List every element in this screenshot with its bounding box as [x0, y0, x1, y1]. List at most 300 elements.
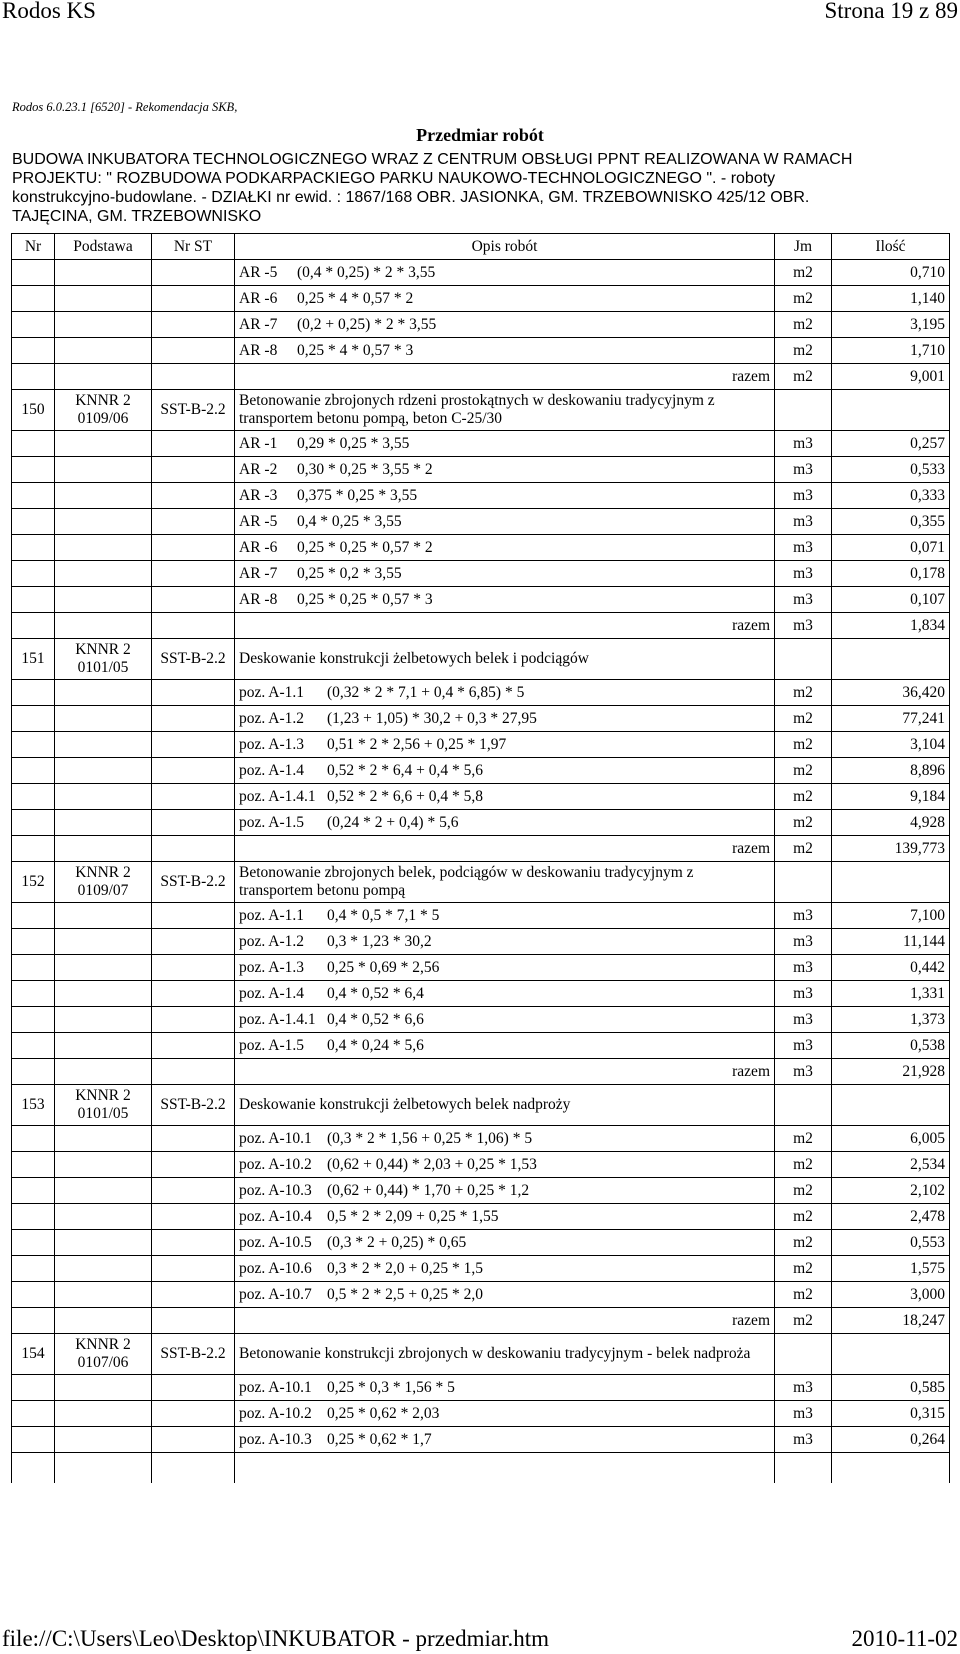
empty-cell — [152, 732, 235, 758]
quantity-cell: 77,241 — [832, 706, 950, 732]
empty-cell — [55, 535, 152, 561]
empty-cell — [55, 1033, 152, 1059]
quantity-cell: 0,355 — [832, 509, 950, 535]
unit-cell: m3 — [775, 431, 832, 457]
empty-cell — [152, 1453, 235, 1484]
measurement-cell — [235, 312, 775, 338]
basis-code: 0107/06 — [77, 1354, 129, 1371]
unit-cell: m3 — [775, 561, 832, 587]
empty-cell — [55, 680, 152, 706]
position-row — [12, 639, 950, 680]
position-number: 153 — [12, 1085, 55, 1126]
empty-cell — [55, 1059, 152, 1085]
quantity-cell: 1,710 — [832, 338, 950, 364]
subtotal-value: 1,834 — [832, 613, 950, 639]
measurement-cell — [235, 509, 775, 535]
unit-cell: m3 — [775, 981, 832, 1007]
empty-cell — [152, 955, 235, 981]
measurement-formula: 0,25 * 0,62 * 1,7 — [327, 1430, 432, 1448]
empty-cell — [55, 903, 152, 929]
empty-cell — [12, 613, 55, 639]
empty-cell — [12, 732, 55, 758]
measurement-label: poz. A-1.4.1 — [239, 1010, 316, 1028]
empty-cell — [12, 1059, 55, 1085]
col-header-podstawa: Podstawa — [55, 234, 152, 260]
empty-cell — [152, 286, 235, 312]
unit-cell: m2 — [775, 312, 832, 338]
unit-cell: m2 — [775, 784, 832, 810]
subtotal-label: razem — [235, 836, 775, 862]
empty-cell — [152, 1427, 235, 1453]
empty-cell — [152, 1126, 235, 1152]
empty-cell — [775, 639, 832, 680]
measurement-label: poz. A-10.3 — [239, 1430, 312, 1448]
empty-cell — [12, 587, 55, 613]
measurement-label: poz. A-1.1 — [239, 906, 305, 924]
unit-cell: m3 — [775, 457, 832, 483]
quantity-cell: 11,144 — [832, 929, 950, 955]
unit-cell: m3 — [775, 535, 832, 561]
empty-cell — [55, 929, 152, 955]
measurement-formula: (0,2 + 0,25) * 2 * 3,55 — [297, 315, 437, 333]
empty-cell — [55, 260, 152, 286]
empty-cell — [12, 981, 55, 1007]
measurement-cell — [235, 1230, 775, 1256]
measurement-label: poz. A-10.4 — [239, 1207, 312, 1225]
unit-cell: m2 — [775, 338, 832, 364]
empty-cell — [12, 1033, 55, 1059]
measurement-cell — [235, 706, 775, 732]
measurement-formula: 0,25 * 0,62 * 2,03 — [327, 1404, 440, 1422]
measurement-cell — [235, 260, 775, 286]
measurement-label: poz. A-10.2 — [239, 1404, 312, 1422]
continuation-row — [12, 1453, 950, 1484]
subtotal-row — [12, 613, 950, 639]
measurement-row — [12, 903, 950, 929]
measurement-label: poz. A-10.5 — [239, 1233, 312, 1251]
empty-cell — [55, 509, 152, 535]
empty-cell — [12, 758, 55, 784]
measurement-formula: 0,30 * 0,25 * 3,55 * 2 — [297, 460, 433, 478]
empty-cell — [832, 639, 950, 680]
document-title: Przedmiar robót — [416, 125, 544, 145]
empty-cell — [12, 1152, 55, 1178]
empty-cell — [152, 1282, 235, 1308]
project-description — [12, 150, 952, 226]
version-line: Rodos 6.0.23.1 [6520] - Rekomendacja SKB, — [12, 100, 238, 114]
empty-cell — [55, 1256, 152, 1282]
measurement-cell — [235, 1204, 775, 1230]
empty-cell — [55, 981, 152, 1007]
measurement-row — [12, 509, 950, 535]
quantity-cell: 0,442 — [832, 955, 950, 981]
measurement-formula: 0,25 * 0,2 * 3,55 — [297, 564, 402, 582]
quantity-cell: 0,264 — [832, 1427, 950, 1453]
position-spec: SST-B-2.2 — [152, 390, 235, 431]
measurement-row — [12, 561, 950, 587]
measurement-cell — [235, 1033, 775, 1059]
empty-cell — [55, 1126, 152, 1152]
measurement-formula: 0,5 * 2 * 2,09 + 0,25 * 1,55 — [327, 1207, 499, 1225]
position-basis — [55, 390, 152, 431]
empty-cell — [12, 1126, 55, 1152]
measurement-label: AR -7 — [239, 564, 278, 582]
measurement-row — [12, 587, 950, 613]
subtotal-label: razem — [235, 364, 775, 390]
empty-cell — [775, 1453, 832, 1484]
empty-cell — [12, 1282, 55, 1308]
empty-cell — [12, 1256, 55, 1282]
quantity-cell: 0,071 — [832, 535, 950, 561]
measurement-cell — [235, 1152, 775, 1178]
measurement-label: poz. A-10.2 — [239, 1155, 312, 1173]
empty-cell — [152, 903, 235, 929]
measurement-cell — [235, 784, 775, 810]
measurement-cell — [235, 483, 775, 509]
unit-cell: m2 — [775, 810, 832, 836]
measurement-cell — [235, 929, 775, 955]
empty-cell — [55, 561, 152, 587]
quantity-cell: 0,533 — [832, 457, 950, 483]
measurement-row — [12, 312, 950, 338]
position-description: Deskowanie konstrukcji żelbetowych belek i podciągów — [235, 639, 775, 680]
unit-cell: m2 — [775, 706, 832, 732]
unit-cell: m2 — [775, 364, 832, 390]
quantity-cell: 3,000 — [832, 1282, 950, 1308]
measurement-label: poz. A-10.1 — [239, 1378, 312, 1396]
unit-cell: m2 — [775, 680, 832, 706]
empty-cell — [152, 587, 235, 613]
measurement-cell — [235, 561, 775, 587]
basis-code: 0109/07 — [77, 882, 129, 899]
empty-cell — [12, 1453, 55, 1484]
empty-cell — [55, 1152, 152, 1178]
position-basis — [55, 1334, 152, 1375]
empty-cell — [55, 613, 152, 639]
unit-cell: m2 — [775, 732, 832, 758]
empty-cell — [152, 561, 235, 587]
quantity-cell: 0,710 — [832, 260, 950, 286]
empty-cell — [152, 981, 235, 1007]
quantity-cell: 1,140 — [832, 286, 950, 312]
measurement-cell — [235, 1178, 775, 1204]
empty-cell — [152, 338, 235, 364]
app-name: Rodos KS — [2, 0, 96, 23]
quantity-cell: 7,100 — [832, 903, 950, 929]
measurement-cell — [235, 431, 775, 457]
unit-cell: m2 — [775, 1152, 832, 1178]
empty-cell — [152, 535, 235, 561]
measurement-row — [12, 286, 950, 312]
measurement-label: poz. A-1.5 — [239, 1036, 305, 1054]
measurement-row — [12, 431, 950, 457]
measurement-formula: 0,51 * 2 * 2,56 + 0,25 * 1,97 — [327, 735, 507, 753]
empty-cell — [832, 1453, 950, 1484]
subtotal-label: razem — [235, 1308, 775, 1334]
quantity-cell: 0,553 — [832, 1230, 950, 1256]
measurement-row — [12, 1007, 950, 1033]
unit-cell: m3 — [775, 483, 832, 509]
subtotal-value: 139,773 — [832, 836, 950, 862]
measurement-formula: 0,4 * 0,52 * 6,4 — [327, 984, 424, 1002]
measurement-formula: (0,3 * 2 + 0,25) * 0,65 — [327, 1233, 467, 1251]
empty-cell — [12, 1204, 55, 1230]
empty-cell — [12, 483, 55, 509]
measurement-row — [12, 981, 950, 1007]
measurement-cell — [235, 810, 775, 836]
position-description: Deskowanie konstrukcji żelbetowych belek nadproży — [235, 1085, 775, 1126]
position-description: Betonowanie konstrukcji zbrojonych w deskowaniu tradycyjnym - belek nadproża — [235, 1334, 775, 1375]
col-header-jm: Jm — [775, 234, 832, 260]
unit-cell: m2 — [775, 758, 832, 784]
measurement-cell — [235, 981, 775, 1007]
col-header-opis: Opis robót — [235, 234, 775, 260]
project-line: TAJĘCINA, GM. TRZEBOWNISKO — [12, 208, 262, 225]
empty-cell — [12, 364, 55, 390]
measurement-row — [12, 810, 950, 836]
empty-cell — [775, 1085, 832, 1126]
quantity-cell: 3,104 — [832, 732, 950, 758]
position-spec: SST-B-2.2 — [152, 1085, 235, 1126]
measurement-cell — [235, 758, 775, 784]
empty-cell — [152, 1033, 235, 1059]
empty-cell — [152, 1204, 235, 1230]
quantity-cell: 1,331 — [832, 981, 950, 1007]
unit-cell: m2 — [775, 286, 832, 312]
project-line: BUDOWA INKUBATORA TECHNOLOGICZNEGO WRAZ Z CENTRUM OBSŁUGI PPNT REALIZOWANA W RAMACH — [12, 151, 853, 168]
measurement-formula: 0,5 * 2 * 2,5 + 0,25 * 2,0 — [327, 1285, 483, 1303]
measurement-row — [12, 1256, 950, 1282]
col-header-ilosc: Ilość — [832, 234, 950, 260]
measurement-formula: (0,62 + 0,44) * 1,70 + 0,25 * 1,2 — [327, 1181, 530, 1199]
empty-cell — [55, 1204, 152, 1230]
measurement-row — [12, 1375, 950, 1401]
position-basis — [55, 1085, 152, 1126]
measurement-row — [12, 260, 950, 286]
measurement-formula: 0,25 * 0,25 * 0,57 * 2 — [297, 538, 433, 556]
empty-cell — [55, 431, 152, 457]
position-number: 150 — [12, 390, 55, 431]
measurement-formula: 0,52 * 2 * 6,6 + 0,4 * 5,8 — [327, 787, 483, 805]
empty-cell — [152, 1152, 235, 1178]
empty-cell — [152, 260, 235, 286]
unit-cell: m3 — [775, 1007, 832, 1033]
empty-cell — [832, 390, 950, 431]
table-body — [12, 260, 950, 1484]
unit-cell: m2 — [775, 1126, 832, 1152]
measurement-label: poz. A-1.3 — [239, 958, 305, 976]
measurement-row — [12, 758, 950, 784]
position-basis — [55, 862, 152, 903]
measurement-label: AR -6 — [239, 538, 278, 556]
empty-cell — [12, 810, 55, 836]
empty-cell — [152, 810, 235, 836]
empty-cell — [55, 706, 152, 732]
unit-cell: m2 — [775, 1282, 832, 1308]
empty-cell — [55, 364, 152, 390]
empty-cell — [12, 1308, 55, 1334]
page-header — [0, 0, 960, 32]
quantity-cell: 4,928 — [832, 810, 950, 836]
empty-cell — [55, 1453, 152, 1484]
empty-cell — [55, 457, 152, 483]
measurement-label: AR -5 — [239, 512, 278, 530]
empty-cell — [152, 1256, 235, 1282]
measurement-label: AR -3 — [239, 486, 278, 504]
measurement-cell — [235, 338, 775, 364]
measurement-label: poz. A-1.2 — [239, 709, 305, 727]
measurement-row — [12, 1427, 950, 1453]
quantity-cell: 36,420 — [832, 680, 950, 706]
measurement-row — [12, 1152, 950, 1178]
measurement-formula: 0,25 * 0,25 * 0,57 * 3 — [297, 590, 433, 608]
empty-cell — [55, 732, 152, 758]
empty-cell — [152, 1308, 235, 1334]
measurement-formula: 0,375 * 0,25 * 3,55 — [297, 486, 418, 504]
empty-cell — [152, 1059, 235, 1085]
position-basis — [55, 639, 152, 680]
measurement-row — [12, 680, 950, 706]
subtotal-label: razem — [235, 1059, 775, 1085]
empty-cell — [55, 784, 152, 810]
basis-catalog: KNNR 2 — [75, 1336, 131, 1353]
empty-cell — [152, 613, 235, 639]
measurement-formula: (0,24 * 2 + 0,4) * 5,6 — [327, 813, 459, 831]
page-number: Strona 19 z 89 — [824, 0, 958, 23]
basis-catalog: KNNR 2 — [75, 641, 131, 658]
measurement-cell — [235, 1256, 775, 1282]
position-description: Betonowanie zbrojonych belek, podciągów w deskowaniu tradycyjnym z transportem betonu pompą — [235, 862, 775, 903]
empty-cell — [55, 1375, 152, 1401]
measurement-row — [12, 457, 950, 483]
measurement-cell — [235, 680, 775, 706]
measurement-label: AR -8 — [239, 590, 278, 608]
position-row — [12, 390, 950, 431]
measurement-cell — [235, 1401, 775, 1427]
quantity-cell: 1,575 — [832, 1256, 950, 1282]
empty-cell — [12, 1178, 55, 1204]
measurement-row — [12, 929, 950, 955]
unit-cell: m3 — [775, 1033, 832, 1059]
subtotal-row — [12, 1308, 950, 1334]
empty-cell — [152, 706, 235, 732]
footer-date: 2010-11-02 — [851, 1626, 958, 1651]
position-spec: SST-B-2.2 — [152, 639, 235, 680]
empty-cell — [152, 364, 235, 390]
empty-cell — [152, 836, 235, 862]
basis-catalog: KNNR 2 — [75, 864, 131, 881]
empty-cell — [775, 1334, 832, 1375]
empty-cell — [55, 758, 152, 784]
measurement-formula: 0,29 * 0,25 * 3,55 — [297, 434, 410, 452]
position-row — [12, 862, 950, 903]
measurement-formula: 0,3 * 2 * 2,0 + 0,25 * 1,5 — [327, 1259, 483, 1277]
empty-cell — [55, 836, 152, 862]
empty-cell — [12, 706, 55, 732]
unit-cell: m2 — [775, 260, 832, 286]
measurement-formula: 0,25 * 0,69 * 2,56 — [327, 958, 440, 976]
quantity-cell: 2,478 — [832, 1204, 950, 1230]
unit-cell: m3 — [775, 1375, 832, 1401]
measurement-cell — [235, 1126, 775, 1152]
measurement-label: AR -6 — [239, 289, 278, 307]
measurement-label: poz. A-1.1 — [239, 683, 305, 701]
empty-cell — [152, 457, 235, 483]
quantity-cell: 1,373 — [832, 1007, 950, 1033]
unit-cell: m2 — [775, 1204, 832, 1230]
empty-cell — [832, 1334, 950, 1375]
empty-cell — [832, 1085, 950, 1126]
empty-cell — [235, 1453, 775, 1484]
cost-estimate-table — [11, 233, 950, 1483]
empty-cell — [775, 862, 832, 903]
unit-cell: m2 — [775, 1230, 832, 1256]
basis-catalog: KNNR 2 — [75, 1087, 131, 1104]
empty-cell — [152, 784, 235, 810]
measurement-cell — [235, 286, 775, 312]
unit-cell: m3 — [775, 1401, 832, 1427]
measurement-row — [12, 1401, 950, 1427]
measurement-row — [12, 706, 950, 732]
empty-cell — [12, 784, 55, 810]
empty-cell — [55, 1427, 152, 1453]
quantity-cell: 0,538 — [832, 1033, 950, 1059]
position-row — [12, 1334, 950, 1375]
empty-cell — [55, 312, 152, 338]
measurement-cell — [235, 457, 775, 483]
empty-cell — [12, 1427, 55, 1453]
unit-cell: m3 — [775, 955, 832, 981]
basis-code: 0101/05 — [77, 659, 129, 676]
basis-catalog: KNNR 2 — [75, 392, 131, 409]
measurement-formula: (0,62 + 0,44) * 2,03 + 0,25 * 1,53 — [327, 1155, 537, 1173]
empty-cell — [12, 680, 55, 706]
empty-cell — [152, 929, 235, 955]
empty-cell — [12, 509, 55, 535]
unit-cell: m2 — [775, 1256, 832, 1282]
empty-cell — [12, 836, 55, 862]
position-number: 151 — [12, 639, 55, 680]
measurement-row — [12, 732, 950, 758]
empty-cell — [12, 903, 55, 929]
measurement-formula: 0,25 * 0,3 * 1,56 * 5 — [327, 1378, 455, 1396]
empty-cell — [55, 338, 152, 364]
position-number: 152 — [12, 862, 55, 903]
quantity-cell: 9,184 — [832, 784, 950, 810]
empty-cell — [152, 1375, 235, 1401]
empty-cell — [152, 1007, 235, 1033]
measurement-label: AR -8 — [239, 341, 278, 359]
empty-cell — [832, 862, 950, 903]
position-spec: SST-B-2.2 — [152, 862, 235, 903]
measurement-row — [12, 1033, 950, 1059]
unit-cell: m3 — [775, 1427, 832, 1453]
unit-cell: m3 — [775, 903, 832, 929]
empty-cell — [55, 1308, 152, 1334]
measurement-row — [12, 955, 950, 981]
subtotal-row — [12, 836, 950, 862]
empty-cell — [12, 260, 55, 286]
measurement-label: poz. A-1.4.1 — [239, 787, 316, 805]
measurement-cell — [235, 903, 775, 929]
measurement-cell — [235, 587, 775, 613]
quantity-cell: 2,534 — [832, 1152, 950, 1178]
measurement-formula: 0,4 * 0,52 * 6,6 — [327, 1010, 424, 1028]
measurement-label: poz. A-10.1 — [239, 1129, 312, 1147]
quantity-cell: 0,585 — [832, 1375, 950, 1401]
footer-file-path: file://C:\Users\Leo\Desktop\INKUBATOR - przedmiar.htm — [2, 1626, 550, 1651]
measurement-formula: (0,3 * 2 * 1,56 + 0,25 * 1,06) * 5 — [327, 1129, 533, 1147]
